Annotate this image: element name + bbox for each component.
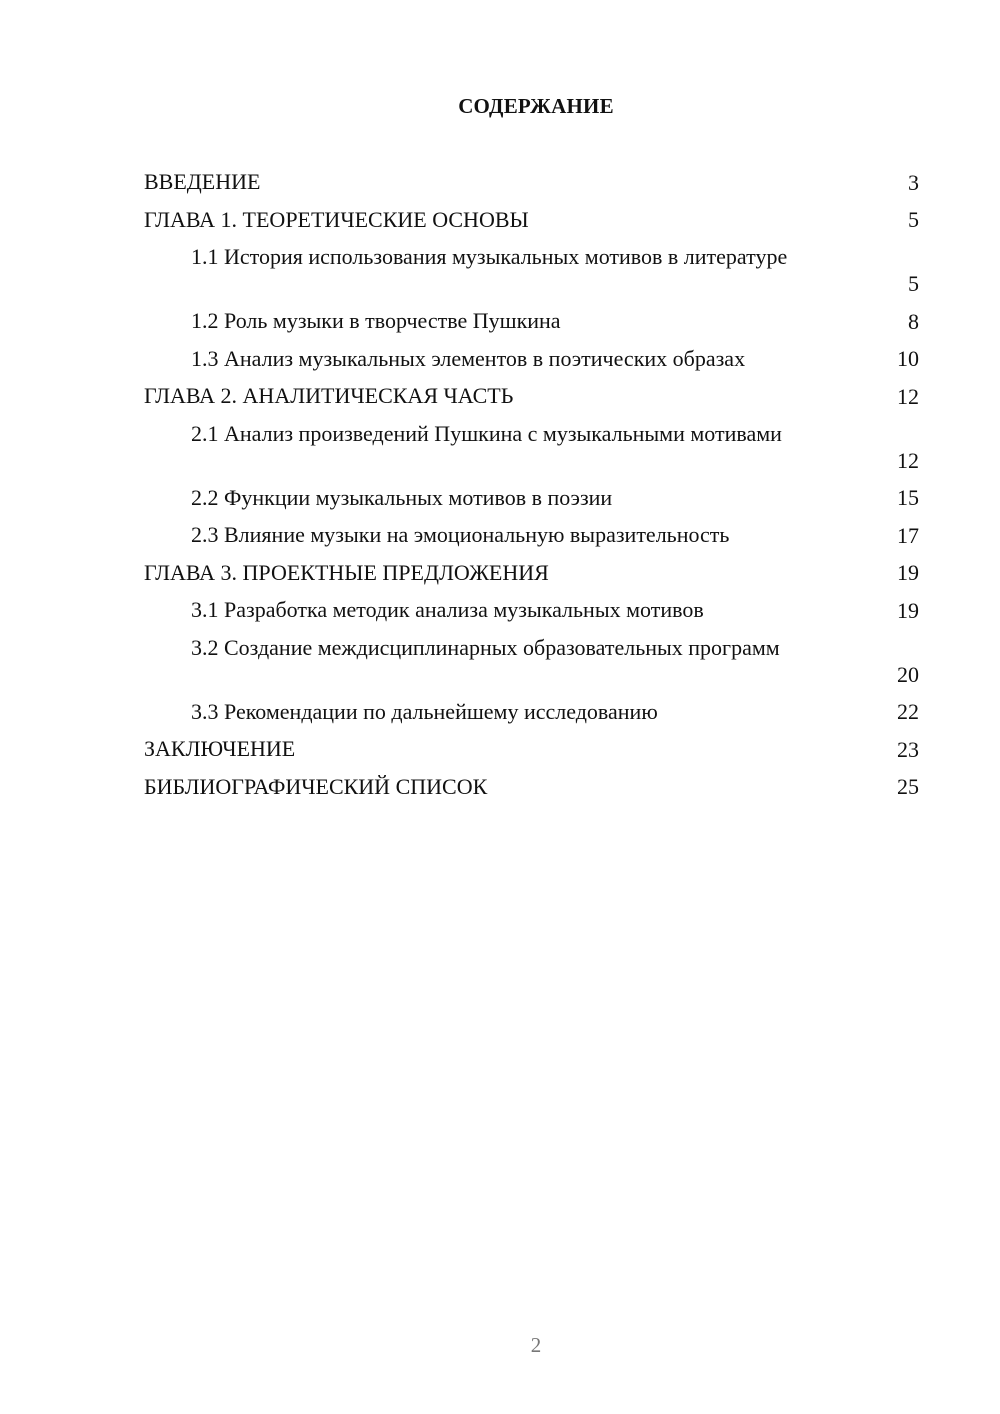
toc-entry-section-2-2: [144, 484, 919, 522]
page-number: 2: [530, 1333, 542, 1357]
toc-entry-label: ГЛАВА 3. ПРОЕКТНЫЕ ПРЕДЛОЖЕНИЯ: [144, 559, 549, 585]
toc-entry-label: 2.2 Функции музыкальных мотивов в поэзии: [191, 484, 613, 510]
toc-entry-page: 17: [897, 522, 919, 548]
toc-entry-label: ГЛАВА 1. ТЕОРЕТИЧЕСКИЕ ОСНОВЫ: [144, 206, 529, 232]
toc-entry-label: 3.2 Создание междисциплинарных образовательных программ: [191, 634, 780, 660]
toc-entry-label: 1.1 История использования музыкальных мотивов в литературе: [191, 244, 788, 269]
toc-entry-page: 8: [908, 308, 919, 334]
toc-entry-page: 12: [897, 383, 919, 409]
toc-entry-page: 23: [897, 736, 919, 762]
toc-entry-section-1-2: [144, 307, 919, 345]
toc-entry-page: 3: [908, 169, 919, 195]
toc-entry-section-3-2: [144, 634, 919, 698]
toc-entry-label: БИБЛИОГРАФИЧЕСКИЙ СПИСОК: [144, 773, 488, 799]
toc-entry-page: 22: [897, 699, 919, 724]
toc-entry-label: 1.3 Анализ музыкальных элементов в поэтических образах: [191, 345, 746, 371]
toc-entry-chapter-3: [144, 559, 919, 597]
toc-entry-page: 19: [897, 597, 919, 623]
toc-entry-section-3-3: [144, 698, 919, 736]
toc-entry-label: ВВЕДЕНИЕ: [144, 169, 261, 194]
toc-entry-section-1-3: [144, 345, 919, 383]
toc-entry-conclusion: [144, 735, 919, 773]
table-of-contents: [144, 168, 919, 810]
toc-entry-page: 5: [908, 207, 919, 232]
toc-entry-label: ЗАКЛЮЧЕНИЕ: [144, 736, 296, 761]
toc-entry-label: 2.3 Влияние музыки на эмоциональную выразительность: [191, 522, 730, 547]
toc-entry-section-2-3: [144, 521, 919, 559]
toc-entry-introduction: [144, 168, 919, 206]
toc-entry-label: 3.1 Разработка методик анализа музыкальных мотивов: [191, 597, 704, 622]
toc-entry-label: 1.2 Роль музыки в творчестве Пушкина: [191, 308, 561, 333]
toc-entry-section-1-1: [144, 243, 919, 307]
page-title: СОДЕРЖАНИЕ: [458, 94, 614, 118]
toc-entry-page: 15: [897, 485, 919, 510]
toc-entry-section-3-1: [144, 596, 919, 634]
toc-entry-page: 19: [897, 560, 919, 585]
toc-entry-page: 20: [897, 661, 919, 687]
toc-entry-label: 2.1 Анализ произведений Пушкина с музыкальными мотивами: [191, 420, 782, 446]
toc-entry-page: 25: [897, 774, 919, 799]
toc-entry-label: 3.3 Рекомендации по дальнейшему исследованию: [191, 698, 658, 724]
toc-entry-page: 5: [908, 271, 919, 296]
toc-entry-section-2-1: [144, 420, 919, 484]
toc-entry-chapter-2: [144, 382, 919, 420]
toc-entry-chapter-1: [144, 206, 919, 244]
toc-entry-page: 10: [897, 346, 919, 371]
toc-entry-page: 12: [897, 447, 919, 473]
toc-entry-label: ГЛАВА 2. АНАЛИТИЧЕСКАЯ ЧАСТЬ: [144, 383, 514, 408]
toc-entry-bibliography: [144, 773, 919, 811]
